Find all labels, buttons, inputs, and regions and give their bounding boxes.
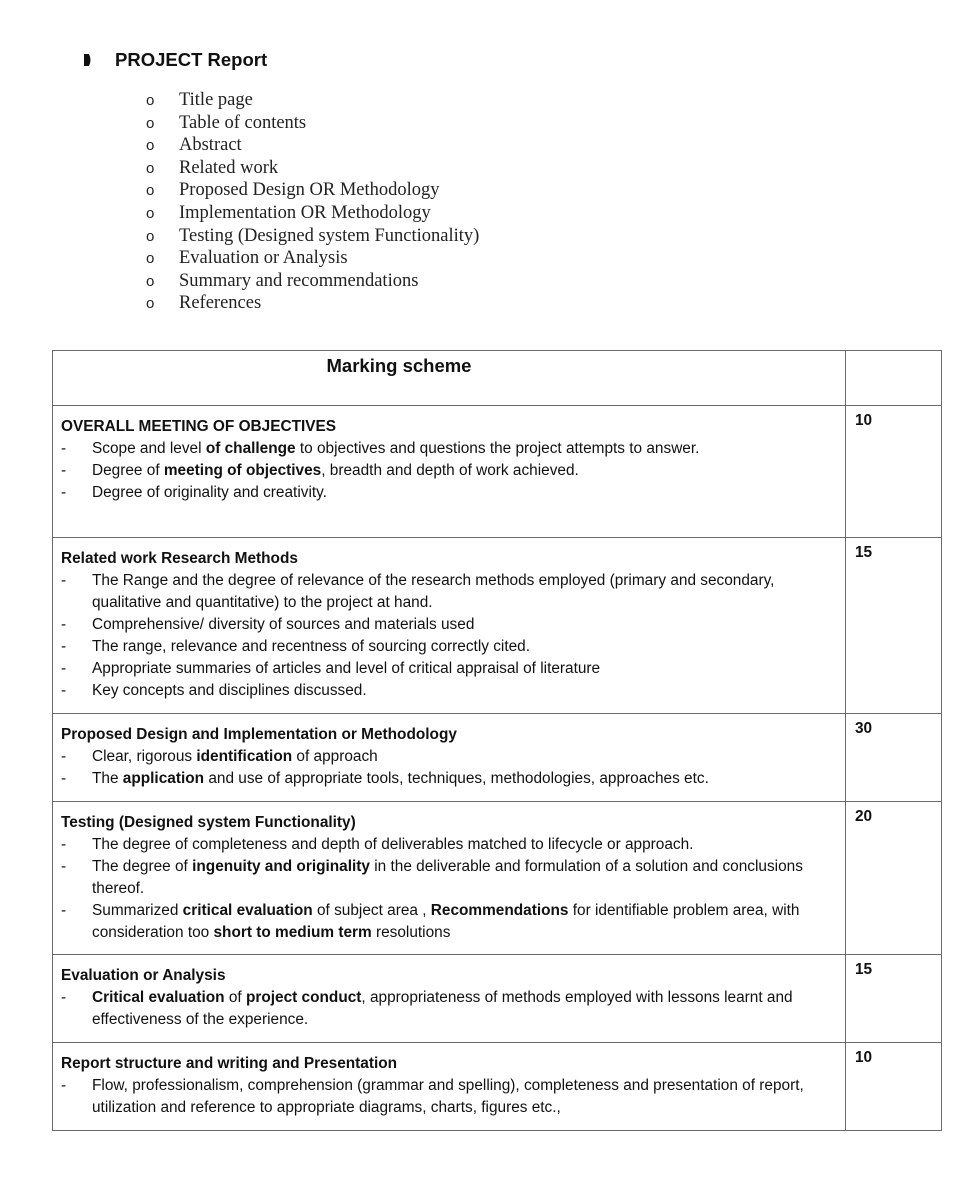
criteria-text: , appropriateness of methods employed with lessons learnt and effectiveness of the experience. bbox=[92, 989, 793, 1028]
criteria-text: The Range and the degree of relevance of the research methods employed (primary and secondary, qualitative and quantitative) to the project at hand. bbox=[92, 572, 775, 611]
contents-list-item-label: Implementation OR Methodology bbox=[179, 202, 431, 223]
criteria-text: The degree of completeness and depth of deliverables matched to lifecycle or approach. bbox=[92, 836, 694, 853]
criteria-text: in the deliverable and formulation of a solution and conclusions thereof. bbox=[92, 858, 803, 897]
contents-list-item-label: Evaluation or Analysis bbox=[179, 248, 348, 269]
marking-scheme-header-mark-cell bbox=[846, 351, 942, 406]
contents-list-item bbox=[146, 113, 479, 136]
criteria-text: of approach bbox=[292, 748, 378, 765]
marking-criteria-cell bbox=[53, 406, 846, 538]
criteria-item bbox=[61, 900, 837, 944]
criteria-item bbox=[61, 856, 837, 900]
criteria-text: resolutions bbox=[371, 924, 451, 941]
criteria-item bbox=[61, 1075, 837, 1119]
marking-scheme-row bbox=[53, 802, 942, 955]
marking-scheme-row bbox=[53, 1043, 942, 1131]
dash-bullet: - bbox=[61, 638, 67, 655]
marking-scheme-table bbox=[52, 350, 942, 1131]
criteria-item bbox=[61, 768, 837, 790]
criteria-title: OVERALL MEETING OF OBJECTIVES bbox=[61, 418, 337, 435]
contents-list-item-label: Proposed Design OR Methodology bbox=[179, 180, 440, 201]
contents-list-item bbox=[146, 90, 479, 113]
criteria-emphasis: Critical evaluation bbox=[92, 989, 225, 1006]
criteria-text: The range, relevance and recentness of sourcing correctly cited. bbox=[92, 638, 531, 655]
marks-cell: 15 bbox=[846, 538, 942, 714]
criteria-text: to objectives and questions the project attempts to answer. bbox=[295, 440, 700, 457]
report-heading-text: PROJECT Report bbox=[115, 49, 268, 70]
criteria-text: Scope and level bbox=[92, 440, 206, 457]
criteria-emphasis: application bbox=[122, 770, 205, 787]
criteria-item bbox=[61, 658, 837, 680]
dash-bullet: - bbox=[61, 1077, 67, 1094]
criteria-item bbox=[61, 570, 837, 614]
circle-bullet-icon: o bbox=[146, 182, 155, 200]
criteria-text: Flow, professionalism, comprehension (grammar and spelling), completeness and presentation of report, utilization and reference to appropriate diagrams, charts, figures etc., bbox=[92, 1077, 804, 1116]
circle-bullet-icon: o bbox=[146, 250, 155, 268]
circle-bullet-icon: o bbox=[146, 92, 155, 109]
dash-bullet: - bbox=[61, 616, 67, 633]
criteria-text: and use of appropriate tools, techniques, methodologies, approaches etc. bbox=[204, 770, 709, 787]
contents-list-item bbox=[146, 158, 479, 181]
marks-cell: 20 bbox=[846, 802, 942, 955]
contents-list-item-label: Abstract bbox=[179, 135, 242, 156]
contents-list-item-label: Summary and recommendations bbox=[179, 270, 419, 291]
contents-list-item bbox=[146, 271, 479, 294]
criteria-text: of subject area , bbox=[312, 902, 431, 919]
criteria-title: Evaluation or Analysis bbox=[61, 967, 226, 984]
criteria-item bbox=[61, 438, 837, 460]
circle-bullet-icon: o bbox=[146, 114, 155, 132]
criteria-title: Testing (Designed system Functionality) bbox=[61, 814, 356, 831]
marks-cell: 30 bbox=[846, 714, 942, 802]
dash-bullet: - bbox=[61, 989, 67, 1006]
criteria-text: Degree of bbox=[92, 462, 164, 479]
criteria-text: Clear, rigorous bbox=[92, 748, 197, 765]
marking-criteria-cell bbox=[53, 714, 846, 802]
criteria-item bbox=[61, 680, 837, 702]
criteria-title: Proposed Design and Implementation or Methodology bbox=[61, 726, 457, 743]
report-heading bbox=[83, 49, 267, 71]
marking-scheme-title-text: Marking scheme bbox=[326, 355, 472, 376]
contents-list-item-label: Table of contents bbox=[179, 112, 307, 133]
criteria-text: The bbox=[92, 770, 123, 787]
criteria-text: Key concepts and disciplines discussed. bbox=[92, 682, 367, 699]
marking-criteria-cell bbox=[53, 1043, 846, 1131]
criteria-item bbox=[61, 460, 837, 482]
circle-bullet-icon: o bbox=[146, 159, 155, 177]
marking-criteria-cell bbox=[53, 955, 846, 1043]
criteria-title: Report structure and writing and Presentation bbox=[61, 1055, 398, 1072]
dash-bullet: - bbox=[61, 748, 67, 765]
contents-list-item bbox=[146, 248, 479, 271]
dash-bullet: - bbox=[61, 660, 67, 677]
contents-list-item-label: Testing (Designed system Functionality) bbox=[179, 225, 480, 246]
arrow-bullet-icon bbox=[83, 53, 93, 67]
contents-list-item bbox=[146, 203, 479, 226]
criteria-title: Related work Research Methods bbox=[61, 550, 298, 567]
criteria-text: , breadth and depth of work achieved. bbox=[321, 462, 579, 479]
contents-list-item-label: References bbox=[179, 293, 262, 314]
dash-bullet: - bbox=[61, 902, 67, 919]
dash-bullet: - bbox=[61, 572, 67, 589]
criteria-item bbox=[61, 614, 837, 636]
marking-criteria-cell bbox=[53, 538, 846, 714]
criteria-emphasis: critical evaluation bbox=[182, 902, 313, 919]
marking-scheme-title bbox=[53, 351, 846, 406]
contents-list-item bbox=[146, 180, 479, 203]
criteria-emphasis: Recommendations bbox=[430, 902, 569, 919]
criteria-text: Comprehensive/ diversity of sources and materials used bbox=[92, 616, 475, 633]
marking-scheme-row bbox=[53, 406, 942, 538]
criteria-emphasis: ingenuity and originality bbox=[192, 858, 370, 875]
criteria-emphasis: of challenge bbox=[205, 440, 296, 457]
contents-list-item bbox=[146, 226, 479, 249]
marks-cell: 15 bbox=[846, 955, 942, 1043]
dash-bullet: - bbox=[61, 462, 67, 479]
contents-list-item-label: Title page bbox=[179, 90, 253, 110]
marking-scheme-row bbox=[53, 955, 942, 1043]
circle-bullet-icon: o bbox=[146, 272, 155, 290]
contents-list-item bbox=[146, 135, 479, 158]
criteria-text: for identifiable problem area, with consideration too bbox=[92, 902, 800, 941]
criteria-item bbox=[61, 482, 837, 504]
marks-cell: 10 bbox=[846, 406, 942, 538]
report-contents-list bbox=[146, 90, 479, 316]
criteria-text: Appropriate summaries of articles and level of critical appraisal of literature bbox=[92, 660, 601, 677]
marks-cell: 10 bbox=[846, 1043, 942, 1131]
criteria-emphasis: short to medium term bbox=[213, 924, 372, 941]
dash-bullet: - bbox=[61, 770, 67, 787]
contents-list-item bbox=[146, 293, 479, 316]
circle-bullet-icon: o bbox=[146, 137, 155, 155]
dash-bullet: - bbox=[61, 484, 67, 501]
criteria-item bbox=[61, 834, 837, 856]
criteria-item bbox=[61, 987, 837, 1031]
criteria-emphasis: identification bbox=[196, 748, 293, 765]
criteria-emphasis: meeting of objectives bbox=[163, 462, 322, 479]
marking-criteria-cell bbox=[53, 802, 846, 955]
dash-bullet: - bbox=[61, 440, 67, 457]
circle-bullet-icon: o bbox=[146, 204, 155, 222]
criteria-text: of bbox=[224, 989, 246, 1006]
dash-bullet: - bbox=[61, 858, 67, 875]
criteria-text: Summarized bbox=[92, 902, 183, 919]
marking-scheme-row bbox=[53, 538, 942, 714]
circle-bullet-icon: o bbox=[146, 227, 155, 245]
circle-bullet-icon: o bbox=[146, 295, 155, 313]
marking-scheme-header-row bbox=[53, 351, 942, 406]
marking-scheme-row bbox=[53, 714, 942, 802]
criteria-emphasis: project conduct bbox=[245, 989, 362, 1006]
criteria-text: The degree of bbox=[92, 858, 193, 875]
criteria-item bbox=[61, 636, 837, 658]
dash-bullet: - bbox=[61, 682, 67, 699]
criteria-text: Degree of originality and creativity. bbox=[92, 484, 327, 501]
contents-list-item-label: Related work bbox=[179, 157, 279, 178]
dash-bullet: - bbox=[61, 836, 67, 853]
criteria-item bbox=[61, 746, 837, 768]
